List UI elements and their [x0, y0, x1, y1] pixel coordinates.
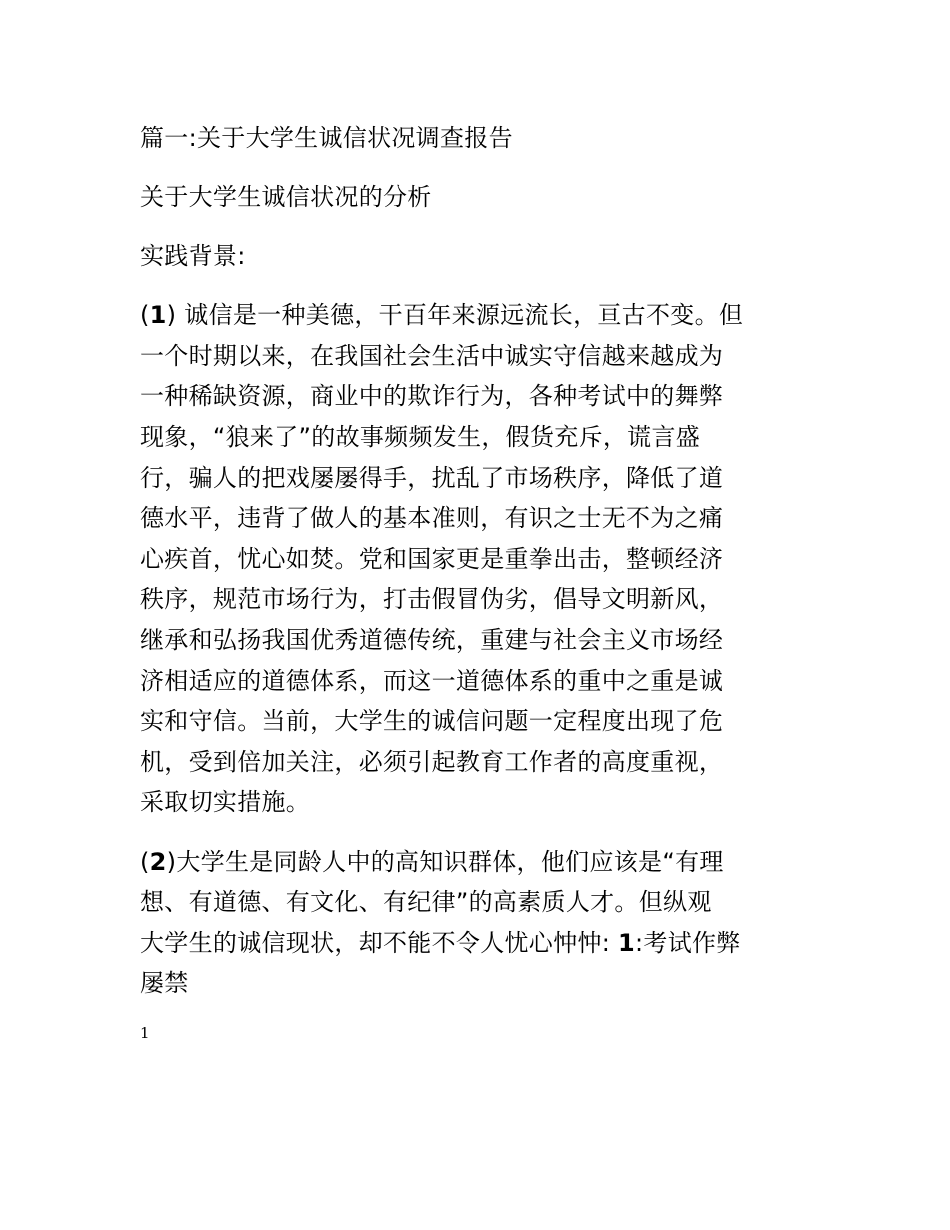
paragraph-1-line: 一个时期以来，在我国社会生活中诚实守信越来越成为	[140, 341, 724, 370]
paragraph-2-prefix-open: (	[140, 847, 150, 876]
paragraph-1-line: 行，骗人的把戏屡屡得手，扰乱了市场秩序，降低了道	[140, 463, 724, 492]
paragraph-2-line: 想、有道德、有文化、有纪律”的高素质人才。但纵观	[140, 888, 712, 917]
paragraph-1-line: 心疾首，忧心如焚。党和国家更是重拳出击，整顿经济	[140, 544, 724, 573]
paragraph-1-prefix-open: (	[140, 301, 150, 330]
paragraph-2-line: (2)大学生是同龄人中的高知识群体，他们应该是“有理	[140, 847, 724, 876]
paragraph-1-prefix-close: )	[166, 301, 177, 330]
section-label: 实践背景:	[140, 242, 246, 271]
paragraph-2-item-text: :考试作弊	[635, 928, 741, 957]
document-body	[140, 118, 820, 1004]
document-title: 篇一:关于大学生诚信状况调查报告	[140, 124, 513, 152]
paragraph-1-line: 德水平，违背了做人的基本准则，有识之士无不为之痛	[140, 504, 724, 533]
paragraph-1-line: 机，受到倍加关注，必须引起教育工作者的高度重视，	[140, 747, 724, 776]
paragraph-1-number: 1	[149, 301, 167, 330]
paragraph-1-line: 采取切实措施。	[140, 788, 311, 817]
paragraph-1-line: 继承和弘扬我国优秀道德传统，重建与社会主义市场经	[140, 626, 724, 655]
paragraph-1-line: 济相适应的道德体系，而这一道德体系的重中之重是诚	[140, 666, 724, 695]
paragraph-1-line: 一种稀缺资源，商业中的欺诈行为，各种考试中的舞弊	[140, 382, 724, 411]
paragraph-1-line: 现象，“狼来了”的故事频频发生，假货充斥，谎言盛	[140, 423, 701, 452]
paragraph-1-line: (1) 诚信是一种美德，干百年来源远流长，亘古不变。但	[140, 301, 744, 330]
paragraph-2-line: 大学生的诚信现状，却不能不令人忧心忡忡: 1:考试作弊	[140, 928, 741, 957]
page-number: 1	[140, 1024, 150, 1042]
document-subtitle: 关于大学生诚信状况的分析	[140, 183, 432, 212]
paragraph-2-number: 2	[149, 847, 167, 876]
paragraph-2-prefix-close: )	[166, 847, 177, 876]
paragraph-1-line: 秩序，规范市场行为，打击假冒伪劣，倡导文明新风，	[140, 585, 724, 614]
paragraph-1	[140, 295, 820, 823]
paragraph-2-item-number: 1	[618, 928, 636, 957]
paragraph-2-line: 屡禁	[140, 969, 189, 998]
paragraph-1-line: 实和守信。当前，大学生的诚信问题一定程度出现了危	[140, 707, 724, 736]
paragraph-2	[140, 842, 820, 1004]
